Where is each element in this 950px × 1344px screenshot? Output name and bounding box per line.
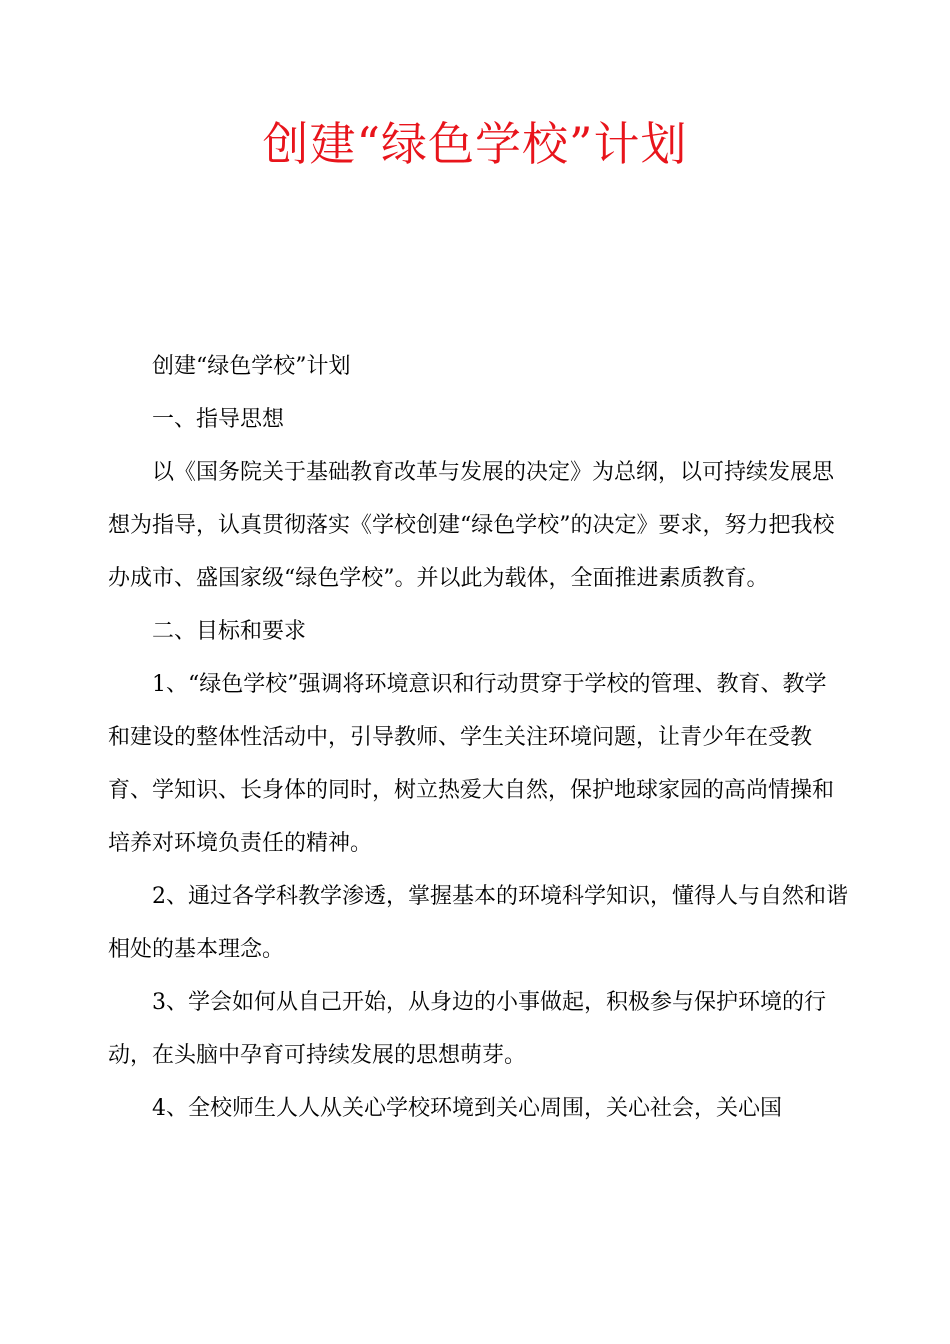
section-heading-guiding-ideology: 一、指导思想: [152, 407, 285, 432]
paragraph-heading-repeat: 创建“绿色学校”计划: [152, 354, 351, 379]
paragraph-guiding-ideology: 以《国务院关于基础教育改革与发展的决定》为总纲，以可持续发展思想为指导，认真贯彻落实《学校创建“绿色学校”的决定》要求，努力把我校办成市、盛国家级“绿色学校”。并以此为载体，全面推进素质教育。: [108, 460, 835, 591]
paragraph-goal-1: 1、“绿色学校”强调将环境意识和行动贯穿于学校的管理、教育、教学和建设的整体性活动中，引导教师、学生关注环境问题，让青少年在受教育、学知识、长身体的同时，树立热爱大自然，保护地球家园的高尚情操和培养对环境负责任的精神。: [108, 672, 835, 856]
document-title: 创建“绿色学校”计划: [262, 117, 688, 171]
paragraph-goal-4: 4、全校师生人人从关心学校环境到关心周围，关心社会，关心国: [152, 1096, 782, 1121]
paragraph-goal-3: 3、学会如何从自己开始，从身边的小事做起，积极参与保护环境的行动，在头脑中孕育可持续发展的思想萌芽。: [108, 990, 826, 1068]
section-heading-goals: 二、目标和要求: [152, 619, 307, 644]
document-body: [108, 340, 848, 1135]
paragraph-goal-2: 2、通过各学科教学渗透，掌握基本的环境科学知识，懂得人与自然和谐相处的基本理念。: [108, 884, 848, 962]
